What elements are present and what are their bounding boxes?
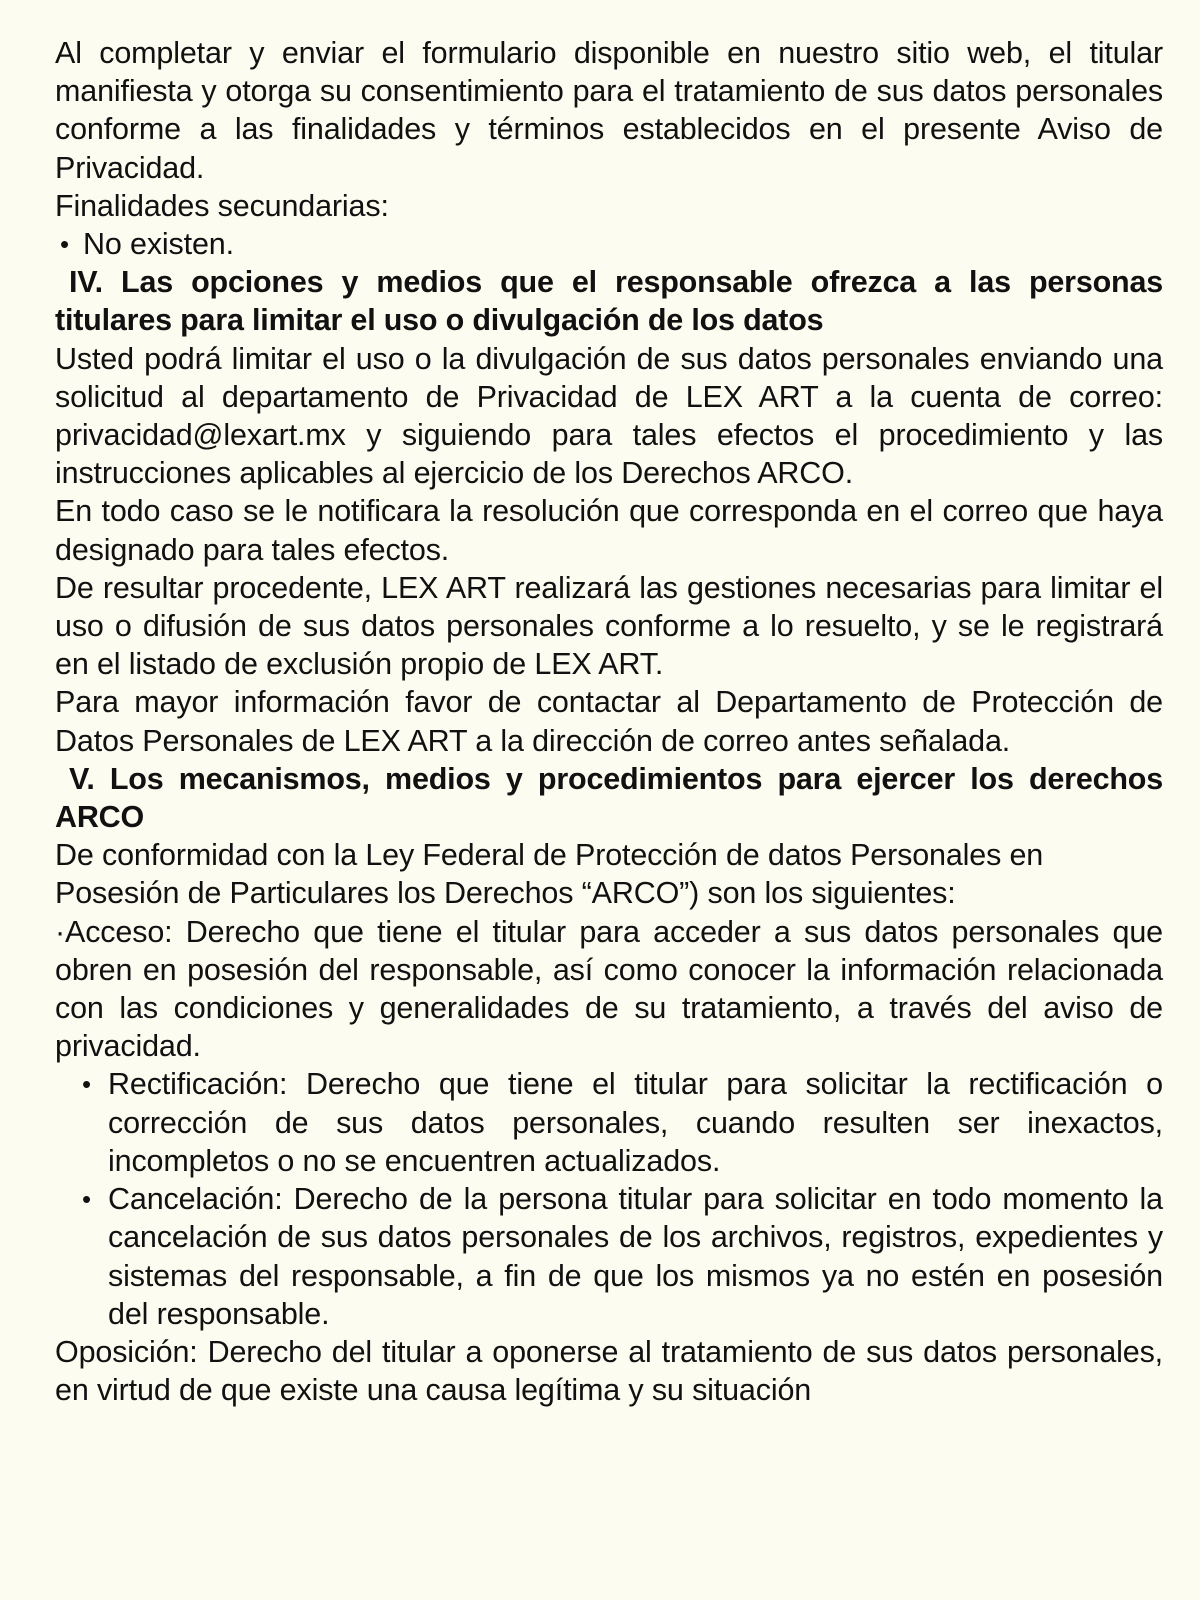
section-heading-v-text: V. Los mecanismos, medios y procedimientos para ejercer los derechos ARCO bbox=[55, 761, 1163, 835]
list-item: • Cancelación: Derecho de la persona titular para solicitar en todo momento la cancelación de sus datos personales de los archivos, registros, expedientes y sistemas del responsable, a fin de que los mismos ya no estén en posesión del responsable. bbox=[55, 1180, 1163, 1333]
section-heading-v bbox=[55, 760, 1163, 836]
list-item: • Rectificación: Derecho que tiene el titular para solicitar la rectificación o corrección de sus datos personales, cuando resulten ser inexactos, incompletos o no se encuentren actualizados. bbox=[55, 1065, 1163, 1180]
list-item: • No existen. bbox=[55, 225, 1163, 263]
secondary-purposes-list bbox=[55, 225, 1163, 263]
notification-paragraph: En todo caso se le notificara la resolución que corresponda en el correo que haya designado para tales efectos. bbox=[55, 494, 1163, 567]
arco-rights-list bbox=[55, 1065, 1163, 1332]
contact-paragraph: Para mayor información favor de contactar al Departamento de Protección de Datos Personales de LEX ART a la dirección de correo antes señalada. bbox=[55, 685, 1163, 758]
section-heading-iv-text: IV. Las opciones y medios que el responsable ofrezca a las personas titulares para limitar el uso o divulgación de los datos bbox=[55, 265, 1163, 338]
secondary-purposes-label: Finalidades secundarias: bbox=[55, 188, 389, 223]
arco-intro-paragraph: De conformidad con la Ley Federal de Protección de datos Personales en Posesión de Particulares los Derechos “ARCO”) son los siguientes: bbox=[55, 838, 1044, 911]
section-heading-iv bbox=[55, 263, 1163, 339]
consent-paragraph: Al completar y enviar el formulario disponible en nuestro sitio web, el titular manifiesta y otorga su consentimiento para el tratamiento de sus datos personales conforme a las finalidades y términos establecidos en el presente Aviso de Privacidad. bbox=[55, 36, 1163, 185]
limit-use-paragraph: Usted podrá limitar el uso o la divulgación de sus datos personales enviando una solicitud al departamento de Privacidad de LEX ART a la cuenta de correo: privacidad@lexart.mx y siguiendo para tales efectos el procedimiento y las instrucciones aplicables al ejercicio de los Derechos ARCO. bbox=[55, 341, 1163, 491]
procedure-paragraph: De resultar procedente, LEX ART realizará las gestiones necesarias para limitar el uso o difusión de sus datos personales conforme a lo resuelto, y se le registrará en el listado de exclusión propio de LEX ART. bbox=[55, 570, 1163, 682]
arco-oposicion-paragraph: Oposición: Derecho del titular a oponerse al tratamiento de sus datos personales, en virtud de que existe una causa legítima y su situación bbox=[55, 1334, 1163, 1408]
arco-acceso-paragraph: ·Acceso: Derecho que tiene el titular para acceder a sus datos personales que obren en posesión del responsable, así como conocer la información relacionada con las condiciones y generalidades de su tratamiento, a través del aviso de privacidad. bbox=[55, 914, 1163, 1064]
document-body bbox=[55, 34, 1163, 1409]
